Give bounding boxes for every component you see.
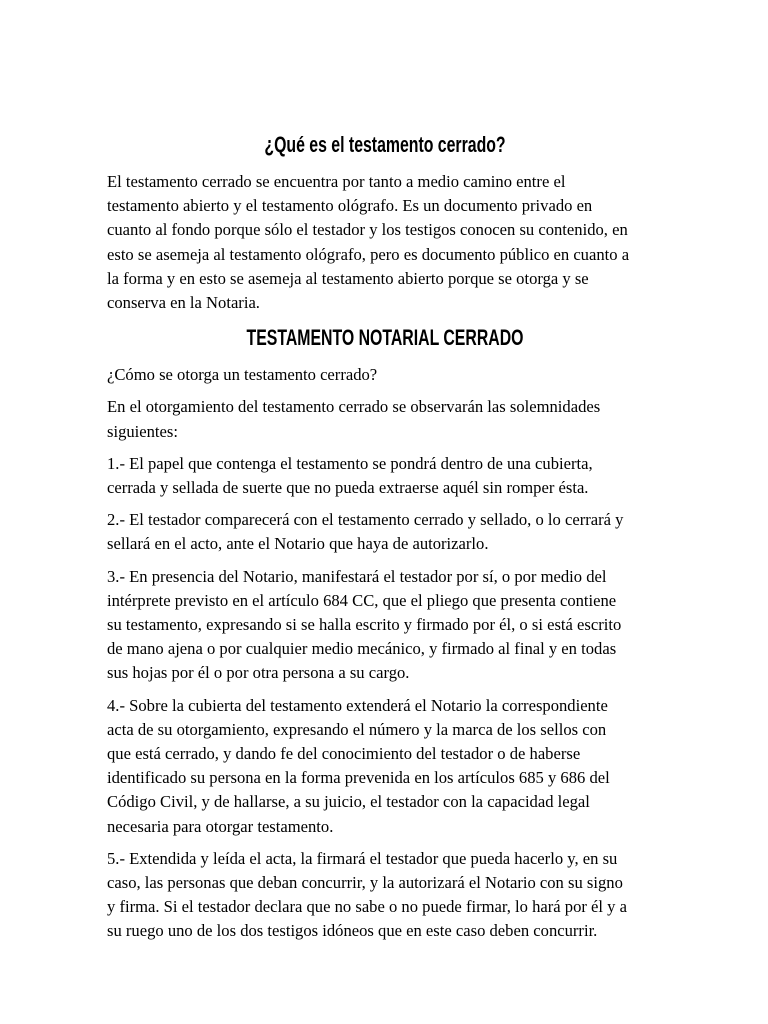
item-line: 5.- Extendida y leída el acta, la firmará el testador que pueda hacerlo y, en su	[107, 848, 618, 868]
item-line: 3.- En presencia del Notario, manifestará el testador por sí, o por medio del	[107, 566, 607, 586]
item-line: identificado su persona en la forma prevenida en los artículos 685 y 686 del	[107, 768, 610, 788]
item-5-paragraph	[107, 847, 663, 944]
heading-testamento-cerrado: ¿Qué es el testamento cerrado?	[264, 132, 506, 157]
intro-line: conserva en la Notaria.	[107, 293, 260, 313]
question-paragraph: ¿Cómo se otorga un testamento cerrado?	[107, 365, 378, 385]
intro-line: esto se asemeja al testamento ológrafo, pero es documento público en cuanto a	[107, 244, 630, 264]
intro-paragraph	[107, 170, 663, 315]
item-line: caso, las personas que deban concurrir, y la autorizará el Notario con su signo	[107, 873, 623, 893]
solemnities-paragraph	[107, 395, 663, 443]
intro-line: la forma y en esto se asemeja al testamento abierto porque se otorga y se	[107, 268, 589, 288]
item-3-paragraph	[107, 565, 663, 686]
intro-line: cuanto al fondo porque sólo el testador y los testigos conocen su contenido, en	[107, 220, 628, 240]
heading-testamento-notarial-cerrado: TESTAMENTO NOTARIAL CERRADO	[246, 325, 524, 351]
item-line: su testamento, expresando si se halla escrito y firmado por él, o si está escrito	[107, 615, 622, 635]
item-line: 1.- El papel que contenga el testamento se pondrá dentro de una cubierta,	[107, 453, 593, 473]
item-line: acta de su otorgamiento, expresando el número y la marca de los sellos con	[107, 719, 607, 739]
item-4-paragraph	[107, 694, 663, 839]
intro-line: testamento abierto y el testamento ológrafo. Es un documento privado en	[107, 196, 593, 216]
item-line: y firma. Si el testador declara que no sabe o no puede firmar, lo hará por él y a	[107, 897, 627, 917]
item-line: intérprete previsto en el artículo 684 CC, que el pliego que presenta contiene	[107, 590, 617, 610]
item-line: sus hojas por él o por otra persona a su cargo.	[107, 663, 410, 683]
solemnities-line: siguientes:	[107, 421, 178, 441]
item-line: sellará en el acto, ante el Notario que haya de autorizarlo.	[107, 534, 489, 554]
solemnities-line: En el otorgamiento del testamento cerrado se observarán las solemnidades	[107, 397, 601, 417]
item-1-paragraph	[107, 452, 663, 500]
item-line: necesaria para otorgar testamento.	[107, 816, 334, 836]
intro-line: El testamento cerrado se encuentra por tanto a medio camino entre el	[107, 172, 566, 191]
item-line: Código Civil, y de hallarse, a su juicio, el testador con la capacidad legal	[107, 792, 590, 812]
item-line: que está cerrado, y dando fe del conocimiento del testador o de haberse	[107, 744, 581, 764]
item-2-paragraph	[107, 508, 663, 556]
item-line: 2.- El testador comparecerá con el testamento cerrado y sellado, o lo cerrará y	[107, 510, 624, 530]
item-line: de mano ajena o por cualquier medio mecánico, y firmado al final y en todas	[107, 639, 617, 659]
item-line: 4.- Sobre la cubierta del testamento extenderá el Notario la correspondiente	[107, 695, 608, 715]
item-line: su ruego uno de los dos testigos idóneos que en este caso deben concurrir.	[107, 921, 598, 941]
item-line: cerrada y sellada de suerte que no pueda extraerse aquél sin romper ésta.	[107, 478, 589, 498]
